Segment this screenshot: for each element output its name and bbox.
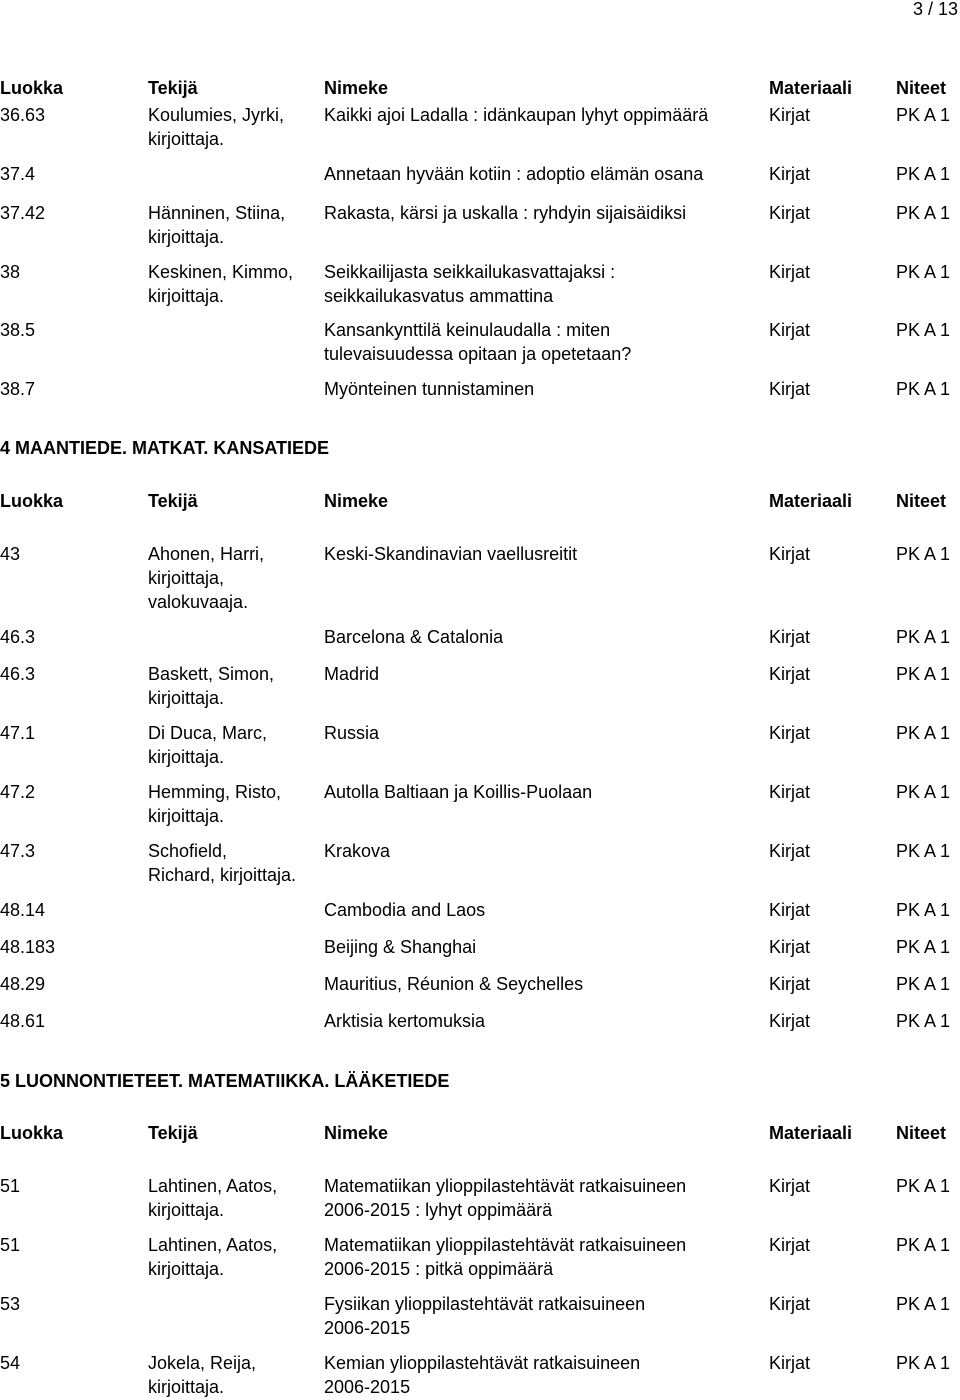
row-luokka: 46.3 [0, 664, 36, 684]
row-luokka: 47.3 [0, 841, 36, 861]
row-tekija-cont: kirjoittaja. [148, 1259, 225, 1279]
row-nimeke: Russia [324, 723, 380, 743]
row-materiaali: Kirjat [769, 105, 811, 125]
row-nimeke: Mauritius, Réunion & Seychelles [324, 974, 584, 994]
row-nimeke: Matematiikan ylioppilastehtävät ratkaisuineen [324, 1235, 687, 1255]
row-niteet: PK A 1 [896, 841, 951, 861]
header-niteet: Niteet [896, 78, 947, 98]
row-niteet: PK A 1 [896, 262, 951, 282]
row-materiaali: Kirjat [769, 627, 811, 647]
table-row [0, 780, 960, 828]
header-luokka: Luokka [0, 78, 64, 98]
row-materiaali: Kirjat [769, 974, 811, 994]
header-nimeke: Nimeke [324, 491, 389, 511]
header-materiaali: Materiaali [769, 1123, 853, 1143]
row-nimeke-cont: tulevaisuudessa opitaan ja opetetaan? [324, 344, 632, 364]
row-tekija-cont: kirjoittaja. [148, 1200, 225, 1220]
row-materiaali: Kirjat [769, 544, 811, 564]
row-nimeke-cont: 2006-2015 [324, 1377, 411, 1397]
header-luokka: Luokka [0, 1123, 64, 1143]
header-nimeke: Nimeke [324, 78, 389, 98]
table-row [0, 162, 960, 186]
row-tekija: Schofield, [148, 841, 228, 861]
header-niteet: Niteet [896, 491, 947, 511]
table-row [0, 839, 960, 887]
row-luokka: 37.42 [0, 203, 46, 223]
row-materiaali: Kirjat [769, 203, 811, 223]
row-materiaali: Kirjat [769, 937, 811, 957]
row-luokka: 37.4 [0, 164, 36, 184]
header-materiaali: Materiaali [769, 78, 853, 98]
row-nimeke: Krakova [324, 841, 391, 861]
row-nimeke-cont: 2006-2015 : pitkä oppimäärä [324, 1259, 554, 1279]
row-tekija: Baskett, Simon, [148, 664, 275, 684]
row-materiaali: Kirjat [769, 1294, 811, 1314]
table-row [0, 103, 960, 151]
row-luokka: 53 [0, 1294, 21, 1314]
row-niteet: PK A 1 [896, 664, 951, 684]
table-row [0, 1174, 960, 1222]
row-materiaali: Kirjat [769, 723, 811, 743]
table-row [0, 542, 960, 614]
row-luokka: 51 [0, 1235, 21, 1255]
row-nimeke: Seikkailijasta seikkailukasvattajaksi : [324, 262, 616, 282]
row-niteet: PK A 1 [896, 203, 951, 223]
row-luokka: 51 [0, 1176, 21, 1196]
row-tekija-cont: kirjoittaja. [148, 747, 225, 767]
table-row [0, 972, 960, 996]
table-row [0, 1351, 960, 1399]
row-niteet: PK A 1 [896, 723, 951, 743]
table-row [0, 1233, 960, 1281]
row-luokka: 38.5 [0, 320, 36, 340]
row-tekija: Lahtinen, Aatos, [148, 1176, 278, 1196]
row-niteet: PK A 1 [896, 1176, 951, 1196]
header-tekija: Tekijä [148, 491, 198, 511]
row-nimeke-cont: seikkailukasvatus ammattina [324, 286, 554, 306]
row-luokka: 38.7 [0, 379, 36, 399]
row-nimeke: Myönteinen tunnistaminen [324, 379, 535, 399]
row-materiaali: Kirjat [769, 1011, 811, 1031]
row-niteet: PK A 1 [896, 782, 951, 802]
row-materiaali: Kirjat [769, 664, 811, 684]
row-tekija-cont: kirjoittaja. [148, 688, 225, 708]
row-tekija-cont: kirjoittaja. [148, 227, 225, 247]
table-row [0, 898, 960, 922]
row-niteet: PK A 1 [896, 320, 951, 340]
row-luokka: 48.14 [0, 900, 46, 920]
row-niteet: PK A 1 [896, 1235, 951, 1255]
table-row [0, 662, 960, 710]
row-luokka: 38 [0, 262, 21, 282]
row-nimeke-cont: 2006-2015 : lyhyt oppimäärä [324, 1200, 553, 1220]
section-title: 4 MAANTIEDE. MATKAT. KANSATIEDE [0, 438, 330, 458]
row-nimeke: Autolla Baltiaan ja Koillis-Puolaan [324, 782, 593, 802]
row-materiaali: Kirjat [769, 262, 811, 282]
row-luokka: 43 [0, 544, 21, 564]
header-tekija: Tekijä [148, 1123, 198, 1143]
row-materiaali: Kirjat [769, 320, 811, 340]
row-nimeke: Madrid [324, 664, 380, 684]
row-niteet: PK A 1 [896, 1294, 951, 1314]
row-tekija: Lahtinen, Aatos, [148, 1235, 278, 1255]
row-luokka: 36.63 [0, 105, 46, 125]
row-tekija: Di Duca, Marc, [148, 723, 268, 743]
row-materiaali: Kirjat [769, 1353, 811, 1373]
row-materiaali: Kirjat [769, 1235, 811, 1255]
row-niteet: PK A 1 [896, 974, 951, 994]
row-nimeke: Arktisia kertomuksia [324, 1011, 486, 1031]
table-row [0, 1009, 960, 1033]
table-row [0, 201, 960, 249]
row-tekija-cont: valokuvaaja. [148, 592, 249, 612]
table-row [0, 377, 960, 401]
row-tekija-cont: kirjoittaja. [148, 806, 225, 826]
row-nimeke-cont: 2006-2015 [324, 1318, 411, 1338]
row-tekija-cont: kirjoittaja. [148, 1377, 225, 1397]
row-tekija-cont: kirjoittaja. [148, 129, 225, 149]
row-niteet: PK A 1 [896, 627, 951, 647]
row-niteet: PK A 1 [896, 937, 951, 957]
row-niteet: PK A 1 [896, 1011, 951, 1031]
row-tekija-cont: Richard, kirjoittaja. [148, 865, 297, 885]
row-tekija-cont: kirjoittaja, [148, 568, 225, 588]
row-nimeke: Annetaan hyvään kotiin : adoptio elämän osana [324, 164, 704, 184]
table-row [0, 935, 960, 959]
table-row [0, 318, 960, 366]
row-luokka: 48.61 [0, 1011, 46, 1031]
row-nimeke: Kemian ylioppilastehtävät ratkaisuineen [324, 1353, 641, 1373]
row-niteet: PK A 1 [896, 105, 951, 125]
row-niteet: PK A 1 [896, 1353, 951, 1373]
row-materiaali: Kirjat [769, 1176, 811, 1196]
row-niteet: PK A 1 [896, 544, 951, 564]
header-materiaali: Materiaali [769, 491, 853, 511]
page-number: 3 / 13 [912, 0, 958, 19]
row-materiaali: Kirjat [769, 379, 811, 399]
table-row [0, 260, 960, 308]
row-luokka: 47.2 [0, 782, 36, 802]
row-materiaali: Kirjat [769, 900, 811, 920]
header-tekija: Tekijä [148, 78, 198, 98]
row-luokka: 48.183 [0, 937, 56, 957]
row-nimeke: Keski-Skandinavian vaellusreitit [324, 544, 578, 564]
row-nimeke: Cambodia and Laos [324, 900, 486, 920]
row-luokka: 47.1 [0, 723, 36, 743]
row-nimeke: Rakasta, kärsi ja uskalla : ryhdyin sijaisäidiksi [324, 203, 687, 223]
row-niteet: PK A 1 [896, 164, 951, 184]
header-nimeke: Nimeke [324, 1123, 389, 1143]
table-row [0, 721, 960, 769]
row-materiaali: Kirjat [769, 841, 811, 861]
row-tekija: Jokela, Reija, [148, 1353, 257, 1373]
row-tekija: Koulumies, Jyrki, [148, 105, 285, 125]
table-header [0, 1121, 960, 1145]
row-nimeke: Matematiikan ylioppilastehtävät ratkaisuineen [324, 1176, 687, 1196]
row-luokka: 46.3 [0, 627, 36, 647]
row-nimeke: Barcelona & Catalonia [324, 627, 504, 647]
table-row [0, 625, 960, 649]
header-niteet: Niteet [896, 1123, 947, 1143]
row-tekija: Ahonen, Harri, [148, 544, 265, 564]
row-nimeke: Kansankynttilä keinulaudalla : miten [324, 320, 611, 340]
row-tekija-cont: kirjoittaja. [148, 286, 225, 306]
table-header [0, 489, 960, 513]
row-tekija: Hemming, Risto, [148, 782, 282, 802]
row-niteet: PK A 1 [896, 379, 951, 399]
row-nimeke: Fysiikan ylioppilastehtävät ratkaisuineen [324, 1294, 646, 1314]
row-nimeke: Kaikki ajoi Ladalla : idänkaupan lyhyt oppimäärä [324, 105, 709, 125]
row-materiaali: Kirjat [769, 164, 811, 184]
section-title: 5 LUONNONTIETEET. MATEMATIIKKA. LÄÄKETIEDE [0, 1071, 450, 1091]
row-tekija: Hänninen, Stiina, [148, 203, 286, 223]
header-luokka: Luokka [0, 491, 64, 511]
row-niteet: PK A 1 [896, 900, 951, 920]
table-header [0, 76, 960, 100]
row-luokka: 48.29 [0, 974, 46, 994]
row-nimeke: Beijing & Shanghai [324, 937, 477, 957]
table-row [0, 1292, 960, 1340]
row-materiaali: Kirjat [769, 782, 811, 802]
row-luokka: 54 [0, 1353, 21, 1373]
row-tekija: Keskinen, Kimmo, [148, 262, 294, 282]
